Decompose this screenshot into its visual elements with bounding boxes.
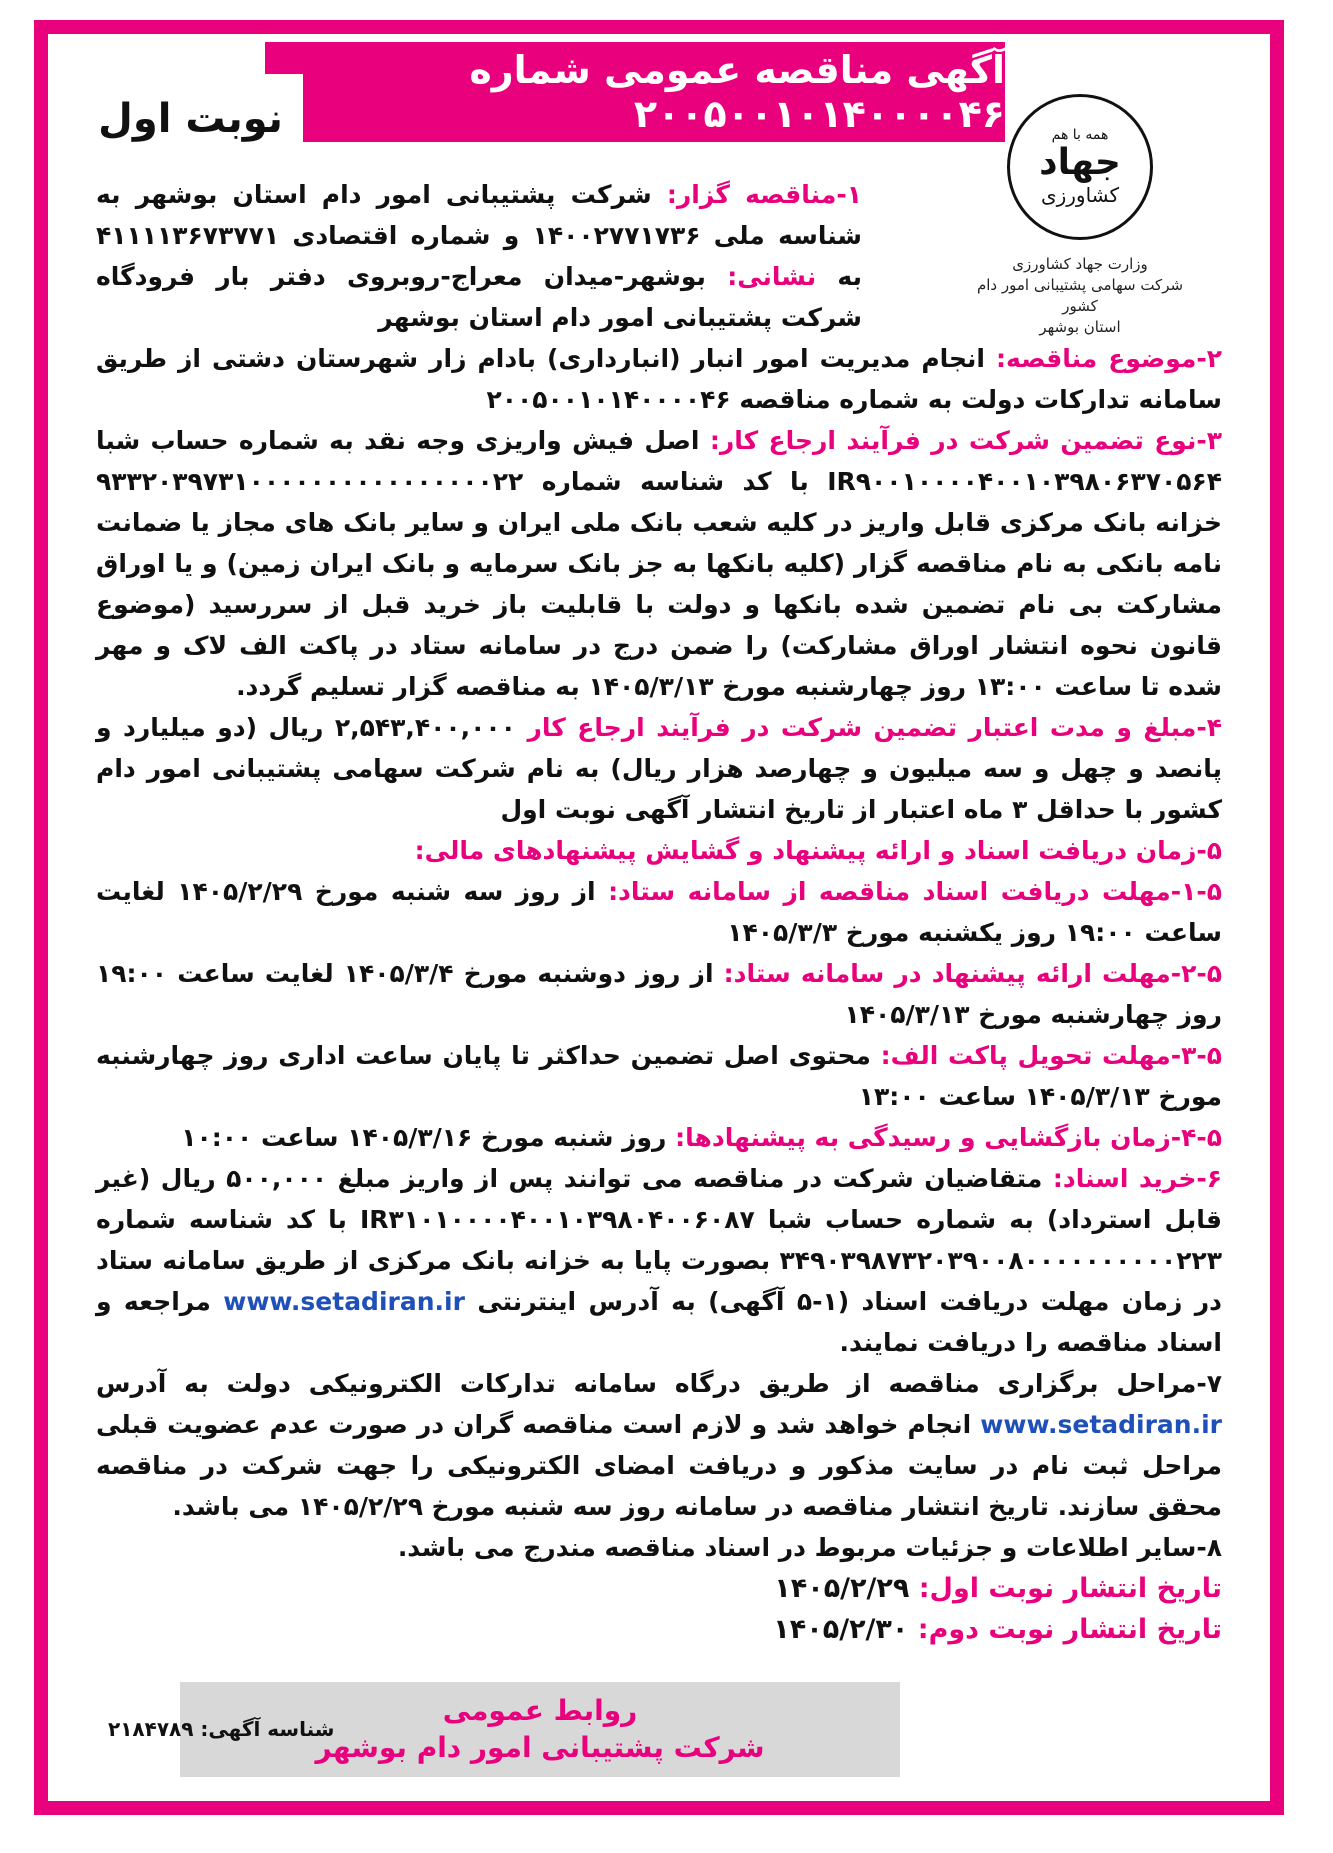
setad-link-2[interactable]: www.setadiran.ir: [980, 1410, 1222, 1439]
section-5-3: ۳-۵-مهلت تحویل پاکت الف: محتوی اصل تضمین حداکثر تا پایان ساعت اداری روز چهارشنبه مورخ ۱۴۰۵/۳/۱۳ ساعت ۱۳:۰۰: [96, 1041, 1222, 1111]
section-5-2: ۲-۵-مهلت ارائه پیشنهاد در سامانه ستاد: از روز دوشنبه مورخ ۱۴۰۵/۳/۴ لغایت ساعت ۱۹:۰۰ روز چهارشنبه مورخ ۱۴۰۵/۳/۱۳: [96, 959, 1222, 1029]
section-3: ۳-نوع تضمین شرکت در فرآیند ارجاع کار: اصل فیش واریزی وجه نقد به شماره حساب شبا IR۹۰۰۱۰۰۰۰۴۰۰۱۰۳۹۸۰۶۳۷۰۵۶۴ با کد شناسه شماره ۹۳۳۲۰۳۹۷۳۱۰۰۰۰۰۰۰۰۰۰۰۰۰۰۰۰۲۲ خزانه بانک مرکزی قابل واریز در کلیه شعب بانک ملی ایران و سایر بانک های مجاز یا ضمانت نامه بانکی به نام مناقصه گزار (کلیه بانکها به جز بانک سرمایه و بانک ایران زمین) و یا اوراق مشارکت بی نام تضمین شده بانکها و دولت با قابلیت باز خرید قبل از سررسید (موضوع قانون نحوه انتشار اوراق مشارکت) را ضمن درج در سامانه ستاد در پاکت الف لاک و مهر شده تا ساعت ۱۳:۰۰ روز چهارشنبه مورخ ۱۴۰۵/۳/۱۳ به مناقصه گزار تسلیم گردد.: [96, 426, 1222, 701]
ad-id: شناسه آگهی: ۲۱۸۴۷۸۹: [108, 1717, 335, 1741]
footer-public-relations: روابط عمومی شرکت پشتیبانی امور دام بوشهر: [180, 1682, 900, 1777]
notice-title: آگهی مناقصه عمومی شماره ۲۰۰۵۰۰۱۰۱۴۰۰۰۰۴۶: [265, 42, 1005, 142]
setad-link[interactable]: www.setadiran.ir: [223, 1287, 465, 1316]
section-7: ۷-مراحل برگزاری مناقصه از طریق درگاه سامانه تدارکات الکترونیکی دولت به آدرس www.setadiran.ir انجام خواهد شد و لازم است مناقصه گران در صورت عدم عضویت قبلی مراحل ثبت نام در سایت مذکور و دریافت امضای الکترونیکی را جهت شرکت در مناقصه محقق سازند. تاریخ انتشار مناقصه در سامانه روز سه شنبه مورخ ۱۴۰۵/۲/۲۹ می باشد.: [96, 1369, 1222, 1521]
section-2: ۲-موضوع مناقصه: انجام مدیریت امور انبار (انبارداری) بادام زار شهرستان دشتی از طریق سامانه تدارکات دولت به شماره مناقصه ۲۰۰۵۰۰۱۰۱۴۰۰۰۰۴۶: [96, 344, 1222, 414]
publish-date-first: تاریخ انتشار نوبت اول: ۱۴۰۵/۲/۲۹: [774, 1573, 1222, 1604]
round-label: نوبت اول: [78, 74, 303, 164]
section-8: ۸-سایر اطلاعات و جزئیات مربوط در اسناد مناقصه مندرج می باشد.: [397, 1533, 1222, 1562]
section-5-1: ۱-۵-مهلت دریافت اسناد مناقصه از سامانه ستاد: از روز سه شنبه مورخ ۱۴۰۵/۲/۲۹ لغایت ساعت ۱۹:۰۰ روز یکشنبه مورخ ۱۴۰۵/۳/۳: [96, 877, 1222, 947]
publish-date-second: تاریخ انتشار نوبت دوم: ۱۴۰۵/۲/۳۰: [773, 1614, 1222, 1645]
section-5: ۵-زمان دریافت اسناد و ارائه پیشنهاد و گشایش پیشنهادهای مالی:: [414, 836, 1222, 865]
ministry-name: وزارت جهاد کشاورزی شرکت سهامی پشتیبانی امور دام کشور استان بوشهر: [976, 255, 1184, 336]
section-4: ۴-مبلغ و مدت اعتبار تضمین شرکت در فرآیند ارجاع کار ۲,۵۴۳,۴۰۰,۰۰۰ ریال (دو میلیارد و پانصد و چهل و سه میلیون و چهارصد هزار ریال) به نام شرکت سهامی پشتیبانی امور دام کشور با حداقل ۳ ماه اعتبار از تاریخ انتشار آگهی نوبت اول: [96, 713, 1222, 824]
jahad-logo-icon: همه با هم جهاد کشاورزی: [1007, 94, 1153, 240]
notice-body: [96, 174, 1222, 1650]
section-1: ۱-مناقصه گزار: شرکت پشتیبانی امور دام استان بوشهر به شناسه ملی ۱۴۰۰۲۷۷۱۷۳۶ و شماره اقتصادی ۴۱۱۱۱۳۶۷۳۷۷۱ به نشانی: بوشهر-میدان معراج-روبروی دفتر بار فرودگاه شرکت پشتیبانی امور دام استان بوشهر: [96, 180, 862, 332]
section-6: ۶-خرید اسناد: متقاضیان شرکت در مناقصه می توانند پس از واریز مبلغ ۵۰۰,۰۰۰ ریال (غیر قابل استرداد) به شماره حساب شبا IR۳۱۰۱۰۰۰۰۴۰۰۱۰۳۹۸۰۴۰۰۶۰۸۷ با کد شناسه شماره ۳۴۹۰۳۹۸۷۳۲۰۳۹۰۰۸۰۰۰۰۰۰۰۰۰۰۲۲۳ بصورت پایا به خزانه بانک مرکزی از طریق سامانه ستاد در زمان مهلت دریافت اسناد (۱-۵ آگهی) به آدرس اینترنتی www.setadiran.ir مراجعه و اسناد مناقصه را دریافت نمایند.: [96, 1164, 1223, 1357]
notice-frame: [34, 20, 1284, 1815]
section-5-4: ۴-۵-زمان بازگشایی و رسیدگی به پیشنهادها: روز شنبه مورخ ۱۴۰۵/۳/۱۶ ساعت ۱۰:۰۰: [181, 1123, 1222, 1152]
